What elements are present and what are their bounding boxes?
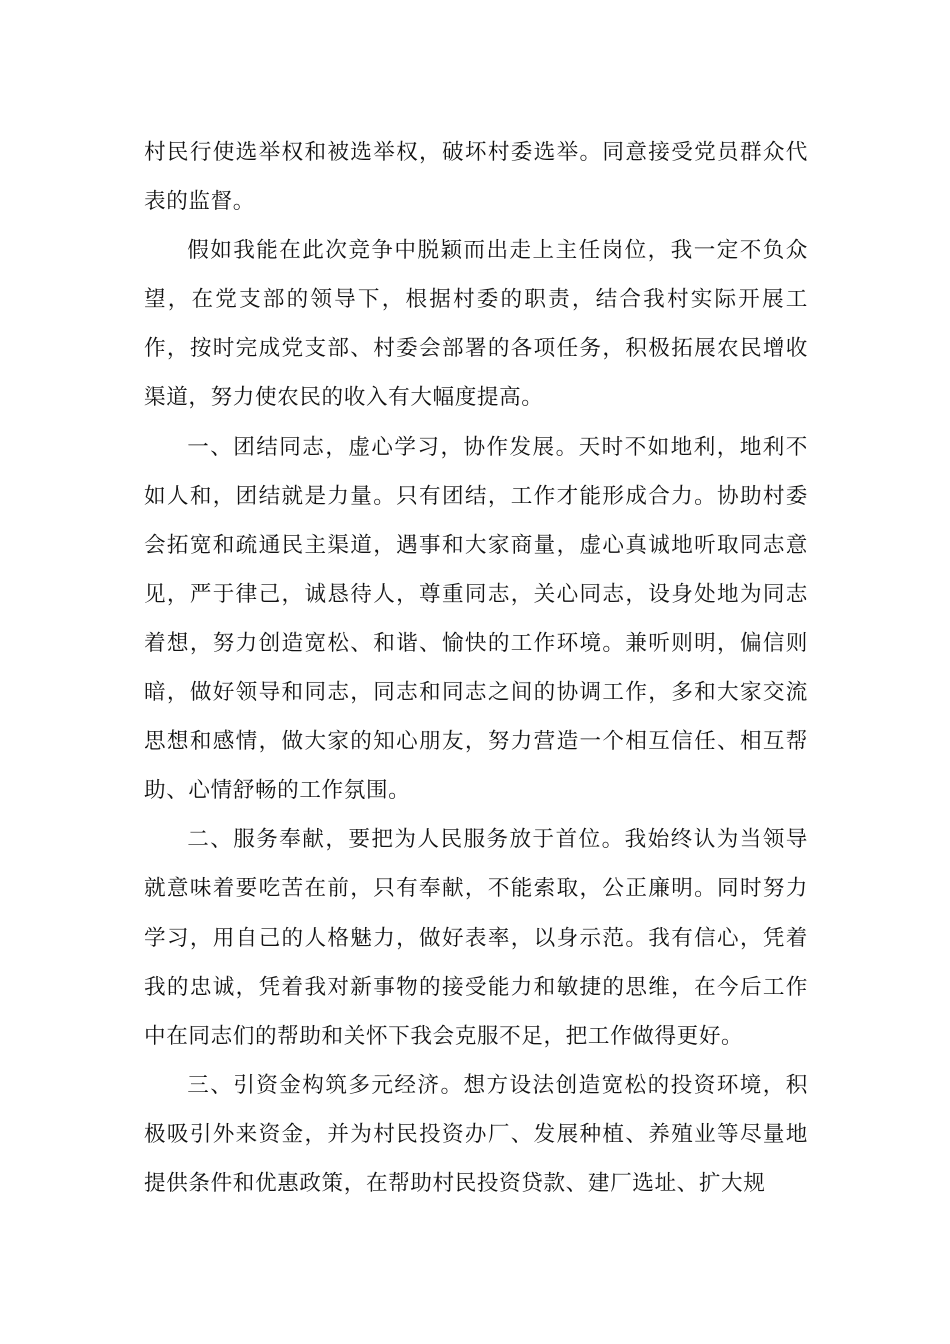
paragraph-point-one: 一、团结同志，虚心学习，协作发展。天时不如地利，地利不如人和，团结就是力量。只有团结，工作才能形成合力。协助村委会拓宽和疏通民主渠道，遇事和大家商量，虚心真诚地听取同志意见，严于律己，诚恳待人，尊重同志，关心同志，设身处地为同志着想，努力创造宽松、和谐、愉快的工作环境。兼听则明，偏信则暗，做好领导和同志，同志和同志之间的协调工作，多和大家交流思想和感情，做大家的知心朋友，努力营造一个相互信任、相互帮助、心情舒畅的工作氛围。 [144, 434, 808, 804]
paragraph-commitment: 假如我能在此次竞争中脱颖而出走上主任岗位，我一定不负众望，在党支部的领导下，根据村委的职责，结合我村实际开展工作，按时完成党支部、村委会部署的各项任务，积极拓展农民增收渠道，努力使农民的收入有大幅度提高。 [144, 238, 808, 411]
document-body [144, 128, 808, 1208]
paragraph-point-three: 三、引资金构筑多元经济。想方设法创造宽松的投资环境，积极吸引外来资金，并为村民投资办厂、发展种植、养殖业等尽量地提供条件和优惠政策，在帮助村民投资贷款、建厂选址、扩大规 [144, 1072, 808, 1196]
paragraph-continuation: 村民行使选举权和被选举权，破坏村委选举。同意接受党员群众代表的监督。 [144, 140, 808, 215]
paragraph-point-two: 二、服务奉献，要把为人民服务放于首位。我始终认为当领导就意味着要吃苦在前，只有奉献，不能索取，公正廉明。同时努力学习，用自己的人格魅力，做好表率，以身示范。我有信心，凭着我的忠诚，凭着我对新事物的接受能力和敏捷的思维，在今后工作中在同志们的帮助和关怀下我会克服不足，把工作做得更好。 [144, 827, 808, 1049]
